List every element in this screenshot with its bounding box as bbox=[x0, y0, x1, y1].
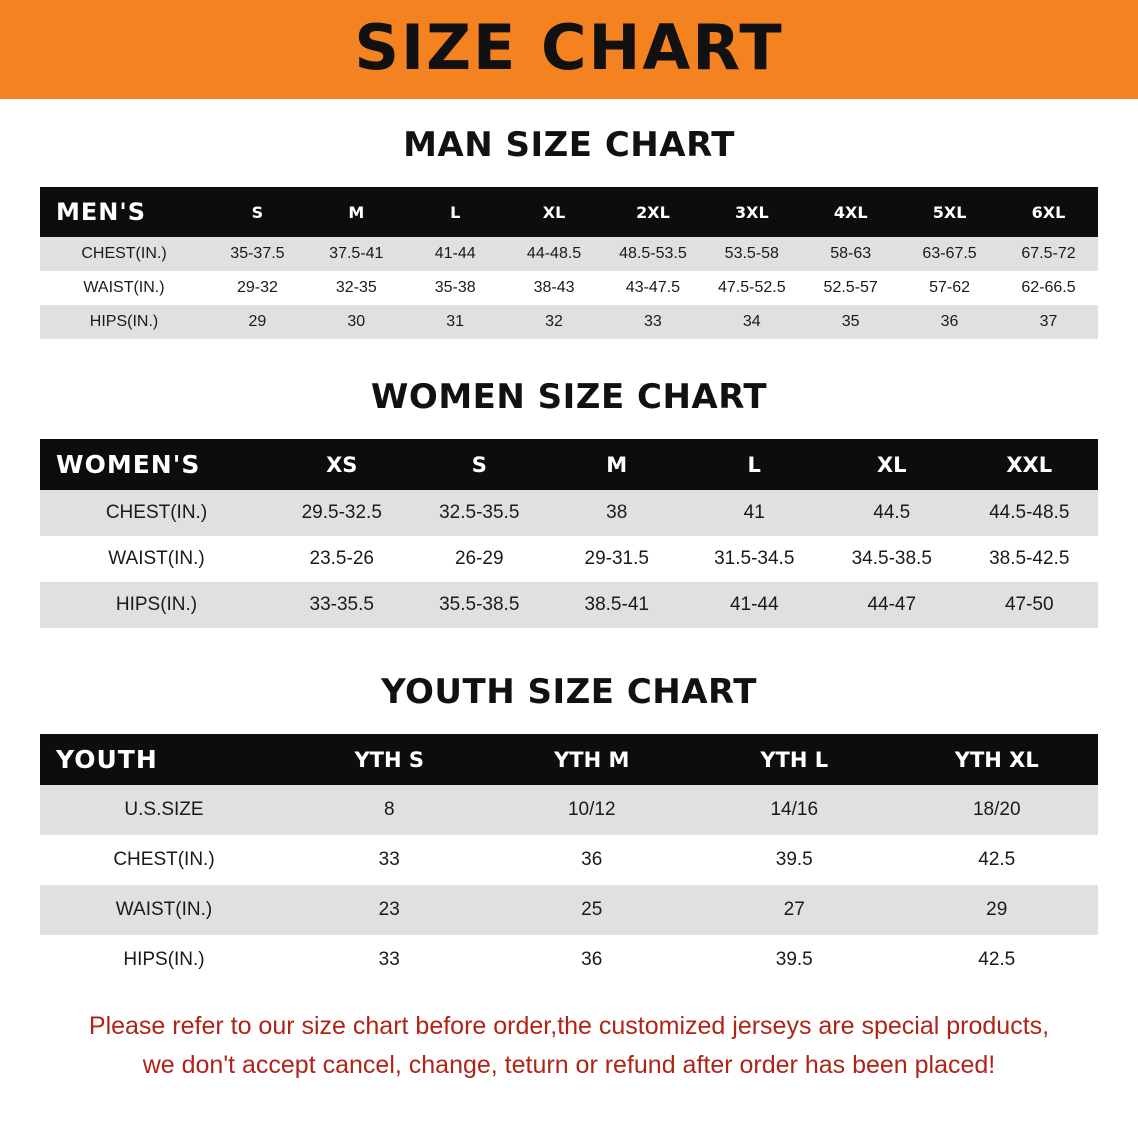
note-line-2: we don't accept cancel, change, teturn or refund after order has been placed! bbox=[142, 1050, 996, 1079]
men-cell: 48.5-53.5 bbox=[604, 237, 703, 271]
men-cell: 34 bbox=[702, 305, 801, 339]
table-row bbox=[40, 582, 1098, 628]
women-cell: 31.5-34.5 bbox=[686, 536, 824, 582]
page-title: SIZE CHART bbox=[354, 10, 784, 84]
men-cell: 29 bbox=[208, 305, 307, 339]
women-cell: 34.5-38.5 bbox=[823, 536, 961, 582]
men-header-size: XL bbox=[505, 187, 604, 237]
youth-header-label: YOUTH bbox=[40, 734, 288, 785]
women-size-table bbox=[40, 439, 1098, 628]
youth-size-table bbox=[40, 734, 1098, 985]
men-row-label: WAIST(IN.) bbox=[40, 271, 208, 305]
men-header-size: L bbox=[406, 187, 505, 237]
table-row bbox=[40, 835, 1098, 885]
men-header-size: 4XL bbox=[801, 187, 900, 237]
table-row bbox=[40, 271, 1098, 305]
youth-size-table-wrapper bbox=[40, 734, 1098, 985]
man-table-head bbox=[40, 187, 1098, 237]
youth-cell: 25 bbox=[491, 885, 694, 935]
women-cell: 32.5-35.5 bbox=[411, 490, 549, 536]
women-cell: 44-47 bbox=[823, 582, 961, 628]
men-header-size: 2XL bbox=[604, 187, 703, 237]
order-policy-note bbox=[34, 1007, 1104, 1085]
women-header-size: XL bbox=[823, 439, 961, 490]
youth-cell: 23 bbox=[288, 885, 491, 935]
youth-row-label: WAIST(IN.) bbox=[40, 885, 288, 935]
women-cell: 26-29 bbox=[411, 536, 549, 582]
men-cell: 29-32 bbox=[208, 271, 307, 305]
table-row bbox=[40, 490, 1098, 536]
women-row-label: HIPS(IN.) bbox=[40, 582, 273, 628]
men-cell: 37.5-41 bbox=[307, 237, 406, 271]
men-cell: 62-66.5 bbox=[999, 271, 1098, 305]
youth-cell: 39.5 bbox=[693, 935, 896, 985]
page-banner bbox=[0, 0, 1138, 99]
women-cell: 44.5-48.5 bbox=[961, 490, 1099, 536]
man-table-body bbox=[40, 237, 1098, 339]
women-cell: 33-35.5 bbox=[273, 582, 411, 628]
youth-header-size: YTH XL bbox=[896, 734, 1099, 785]
women-table-head bbox=[40, 439, 1098, 490]
table-row bbox=[40, 885, 1098, 935]
women-cell: 38.5-42.5 bbox=[961, 536, 1099, 582]
man-header-row bbox=[40, 187, 1098, 237]
men-header-size: S bbox=[208, 187, 307, 237]
women-cell: 23.5-26 bbox=[273, 536, 411, 582]
youth-table-body bbox=[40, 785, 1098, 985]
table-row bbox=[40, 237, 1098, 271]
youth-cell: 29 bbox=[896, 885, 1099, 935]
youth-cell: 27 bbox=[693, 885, 896, 935]
youth-header-row bbox=[40, 734, 1098, 785]
men-cell: 33 bbox=[604, 305, 703, 339]
youth-cell: 42.5 bbox=[896, 835, 1099, 885]
women-cell: 38.5-41 bbox=[548, 582, 686, 628]
man-section-title: MAN SIZE CHART bbox=[403, 125, 735, 165]
women-cell: 47-50 bbox=[961, 582, 1099, 628]
men-cell: 36 bbox=[900, 305, 999, 339]
youth-cell: 33 bbox=[288, 935, 491, 985]
table-row bbox=[40, 305, 1098, 339]
women-header-label: WOMEN'S bbox=[40, 439, 273, 490]
youth-cell: 36 bbox=[491, 835, 694, 885]
youth-cell: 8 bbox=[288, 785, 491, 835]
man-size-table bbox=[40, 187, 1098, 339]
men-cell: 53.5-58 bbox=[702, 237, 801, 271]
youth-cell: 10/12 bbox=[491, 785, 694, 835]
men-cell: 67.5-72 bbox=[999, 237, 1098, 271]
women-header-size: XS bbox=[273, 439, 411, 490]
women-header-size: M bbox=[548, 439, 686, 490]
men-cell: 57-62 bbox=[900, 271, 999, 305]
table-row bbox=[40, 536, 1098, 582]
men-cell: 52.5-57 bbox=[801, 271, 900, 305]
youth-header-size: YTH S bbox=[288, 734, 491, 785]
men-header-label: MEN'S bbox=[40, 187, 208, 237]
youth-header-size: YTH L bbox=[693, 734, 896, 785]
men-header-size: 3XL bbox=[702, 187, 801, 237]
table-row bbox=[40, 785, 1098, 835]
women-size-table-wrapper bbox=[40, 439, 1098, 628]
women-header-size: S bbox=[411, 439, 549, 490]
women-section-title: WOMEN SIZE CHART bbox=[370, 377, 768, 417]
women-cell: 29.5-32.5 bbox=[273, 490, 411, 536]
men-cell: 35-38 bbox=[406, 271, 505, 305]
youth-table-head bbox=[40, 734, 1098, 785]
table-row bbox=[40, 935, 1098, 985]
women-table-body bbox=[40, 490, 1098, 628]
women-cell: 35.5-38.5 bbox=[411, 582, 549, 628]
youth-cell: 39.5 bbox=[693, 835, 896, 885]
men-cell: 32 bbox=[505, 305, 604, 339]
youth-cell: 18/20 bbox=[896, 785, 1099, 835]
men-cell: 32-35 bbox=[307, 271, 406, 305]
women-header-size: XXL bbox=[961, 439, 1099, 490]
men-cell: 43-47.5 bbox=[604, 271, 703, 305]
youth-section-title: YOUTH SIZE CHART bbox=[381, 672, 757, 712]
men-cell: 37 bbox=[999, 305, 1098, 339]
men-cell: 35-37.5 bbox=[208, 237, 307, 271]
youth-cell: 14/16 bbox=[693, 785, 896, 835]
men-header-size: 6XL bbox=[999, 187, 1098, 237]
youth-cell: 42.5 bbox=[896, 935, 1099, 985]
women-cell: 41 bbox=[686, 490, 824, 536]
men-cell: 38-43 bbox=[505, 271, 604, 305]
youth-cell: 36 bbox=[491, 935, 694, 985]
youth-cell: 33 bbox=[288, 835, 491, 885]
men-header-size: 5XL bbox=[900, 187, 999, 237]
youth-row-label: CHEST(IN.) bbox=[40, 835, 288, 885]
man-size-table-wrapper bbox=[40, 187, 1098, 339]
men-cell: 47.5-52.5 bbox=[702, 271, 801, 305]
women-cell: 41-44 bbox=[686, 582, 824, 628]
women-row-label: WAIST(IN.) bbox=[40, 536, 273, 582]
youth-row-label: U.S.SIZE bbox=[40, 785, 288, 835]
men-cell: 30 bbox=[307, 305, 406, 339]
men-cell: 31 bbox=[406, 305, 505, 339]
women-header-row bbox=[40, 439, 1098, 490]
women-cell: 38 bbox=[548, 490, 686, 536]
men-cell: 44-48.5 bbox=[505, 237, 604, 271]
men-header-size: M bbox=[307, 187, 406, 237]
men-cell: 58-63 bbox=[801, 237, 900, 271]
men-cell: 63-67.5 bbox=[900, 237, 999, 271]
youth-row-label: HIPS(IN.) bbox=[40, 935, 288, 985]
women-header-size: L bbox=[686, 439, 824, 490]
women-row-label: CHEST(IN.) bbox=[40, 490, 273, 536]
men-cell: 41-44 bbox=[406, 237, 505, 271]
women-cell: 29-31.5 bbox=[548, 536, 686, 582]
men-cell: 35 bbox=[801, 305, 900, 339]
men-row-label: HIPS(IN.) bbox=[40, 305, 208, 339]
women-cell: 44.5 bbox=[823, 490, 961, 536]
youth-header-size: YTH M bbox=[491, 734, 694, 785]
note-line-1: Please refer to our size chart before order,the customized jerseys are special products, bbox=[88, 1012, 1050, 1040]
men-row-label: CHEST(IN.) bbox=[40, 237, 208, 271]
